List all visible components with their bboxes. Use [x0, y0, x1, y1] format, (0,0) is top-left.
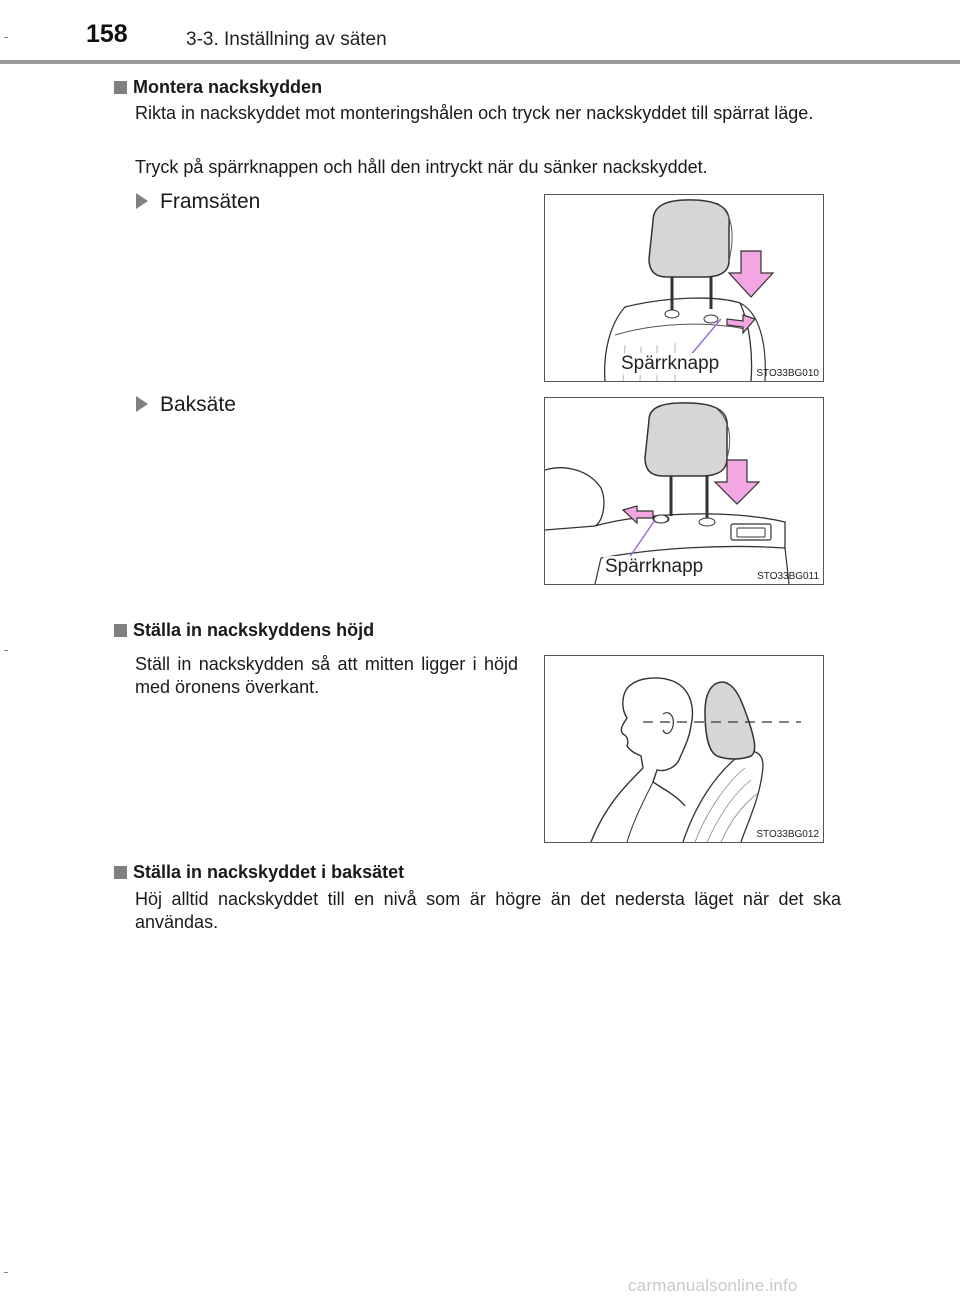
rear-lock-button-label: Spärrknapp	[605, 556, 704, 577]
square-bullet-icon	[114, 81, 127, 94]
watermark: carmanualsonline.info	[628, 1276, 798, 1295]
margin-tick	[4, 1272, 8, 1273]
heading-mount-text: Montera nackskydden	[133, 77, 323, 97]
head-height-illustration	[545, 656, 823, 842]
subheading-rear-text: Baksäte	[160, 393, 236, 416]
figure-code-rear: STO33BG011	[757, 571, 819, 582]
margin-tick	[4, 37, 8, 38]
header-rule	[0, 60, 960, 64]
triangle-bullet-icon	[136, 193, 148, 209]
subheading-front-text: Framsäten	[160, 190, 261, 213]
section-title: 3-3. Inställning av säten	[186, 29, 387, 50]
heading-mount	[114, 77, 322, 98]
height-paragraph: Ställ in nackskydden så att mitten ligger i höjd med öronens överkant.	[135, 654, 518, 697]
front-lock-button-label: Spärrknapp	[621, 353, 720, 374]
heading-height-text: Ställa in nackskyddens höjd	[133, 620, 375, 640]
figure-code-front: STO33BG010	[756, 368, 819, 379]
figure-code-height: STO33BG012	[756, 829, 819, 840]
figure-height	[544, 655, 824, 843]
figure-rear-seat	[544, 397, 824, 585]
mount-paragraph-2: Tryck på spärrknappen och håll den intryckt när du sänker nackskyddet.	[135, 157, 708, 177]
subheading-rear	[136, 393, 236, 417]
figure-front-seat	[544, 194, 824, 382]
square-bullet-icon	[114, 624, 127, 637]
subheading-front	[136, 190, 260, 214]
margin-tick	[4, 650, 8, 651]
heading-height	[114, 620, 374, 641]
heading-rear-adjust-text: Ställa in nackskyddet i baksätet	[133, 862, 405, 882]
page-number: 158	[86, 20, 128, 48]
rear-adjust-paragraph: Höj alltid nackskyddet till en nivå som är högre än det nedersta läget när det ska användas.	[135, 889, 841, 932]
heading-rear-adjust	[114, 862, 404, 883]
triangle-bullet-icon	[136, 396, 148, 412]
square-bullet-icon	[114, 866, 127, 879]
mount-paragraph-1: Rikta in nackskyddet mot monteringshålen och tryck ner nackskyddet till spärrat läge.	[135, 103, 814, 123]
